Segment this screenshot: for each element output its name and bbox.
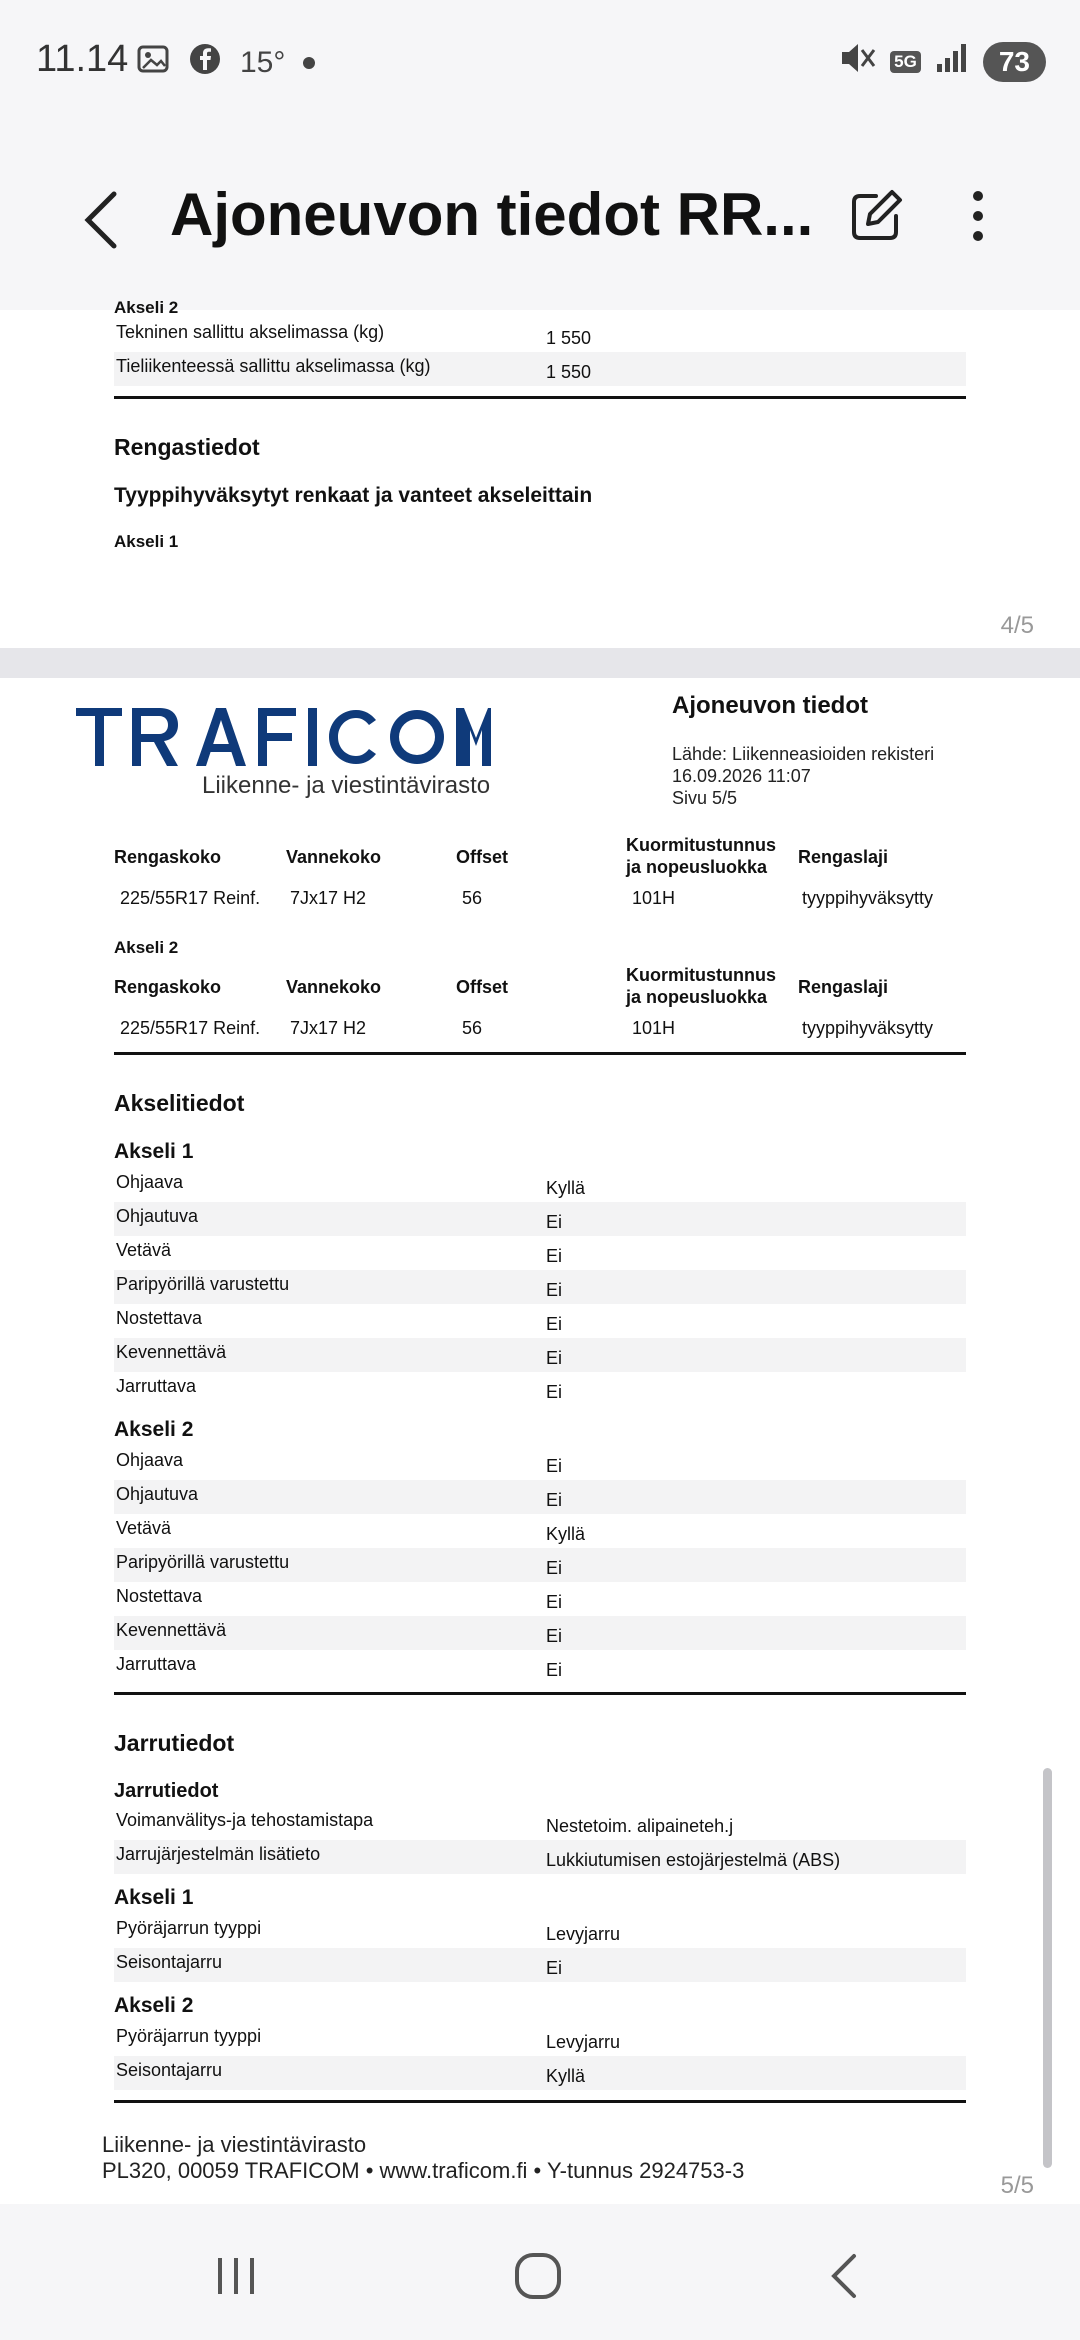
col-header: Offset — [456, 977, 509, 997]
axle-heading: Akseli 1 — [114, 532, 179, 551]
row-label: Voimanvälitys-ja tehostamistapa — [116, 1810, 374, 1830]
divider — [114, 1692, 966, 1695]
col-header: Rengaskoko — [114, 847, 222, 867]
page-number: 5/5 — [1000, 2172, 1034, 2199]
table-row — [114, 1202, 966, 1236]
axle-heading: Akseli 2 — [114, 1994, 194, 2017]
pdf-page-5 — [0, 678, 1080, 2204]
col-header: Rengaskoko — [114, 977, 222, 997]
gallery-icon — [136, 42, 170, 84]
row-value: Ei — [546, 1314, 563, 1334]
table-cell: 101H — [632, 1018, 676, 1038]
table-row — [114, 1446, 966, 1480]
table-cell: 7Jx17 H2 — [290, 1018, 367, 1038]
row-label: Nostettava — [116, 1586, 203, 1606]
pdf-page-4 — [0, 298, 1080, 648]
table-row — [114, 1236, 966, 1270]
axle-heading: Akseli 1 — [114, 1140, 194, 1163]
table-row: Tekninen sallittu akselimassa (kg) 1 550 — [116, 322, 592, 348]
row-label: Ohjautuva — [116, 1206, 199, 1226]
col-header: Kuormitustunnus — [626, 835, 776, 855]
col-header: Rengaslaji — [798, 977, 889, 997]
col-header: Kuormitustunnus — [626, 965, 776, 985]
row-value: Levyjarru — [546, 1924, 621, 1944]
row-label: Nostettava — [116, 1308, 203, 1328]
navigation-bar — [0, 2204, 1080, 2340]
table-row — [114, 1914, 966, 1948]
page-title: Ajoneuvon tiedot RR... — [170, 181, 814, 248]
col-header: Offset — [456, 847, 509, 867]
row-value: Levyjarru — [546, 2032, 621, 2052]
section-title: Jarrutiedot — [114, 1730, 235, 1756]
table-row — [114, 2056, 966, 2090]
table-row — [114, 1270, 966, 1304]
row-value: Ei — [546, 1246, 563, 1266]
table-row — [114, 1840, 966, 1874]
table-row — [114, 1338, 966, 1372]
row-label: Kevennettävä — [116, 1342, 227, 1362]
back-button[interactable] — [78, 190, 128, 250]
table-row: Tieliikenteessä sallittu akselimassa (kg) 1 550 — [114, 352, 966, 386]
axle-heading-partial: Akseli 2 — [114, 298, 179, 317]
table-row — [114, 1806, 966, 1840]
row-value: Ei — [546, 1212, 563, 1232]
table-row — [114, 1548, 966, 1582]
scrollbar[interactable] — [1043, 1768, 1052, 2168]
table-row — [114, 2022, 966, 2056]
row-value: Ei — [546, 1280, 563, 1300]
row-label: Pyöräjarrun tyyppi — [116, 2026, 262, 2046]
table-cell: 56 — [462, 1018, 483, 1038]
row-value: Lukkiutumisen estojärjestelmä (ABS) — [546, 1850, 841, 1870]
row-label: Vetävä — [116, 1240, 172, 1260]
doc-source: Lähde: Liikenneasioiden rekisteri — [672, 744, 935, 764]
table-row — [114, 1582, 966, 1616]
table-row — [114, 1650, 966, 1684]
row-value: Ei — [546, 1348, 563, 1368]
row-label: Kevennettävä — [116, 1620, 227, 1640]
traficom-logo — [76, 708, 491, 768]
axle-heading: Akseli 2 — [114, 1418, 194, 1441]
logo-subtitle: Liikenne- ja viestintävirasto — [202, 772, 491, 799]
row-value: Ei — [546, 1660, 563, 1680]
col-header: ja nopeusluokka — [626, 987, 768, 1007]
doc-page: Sivu 5/5 — [672, 788, 738, 808]
doc-date: 16.09.2026 11:07 — [672, 766, 811, 786]
col-header: Rengaslaji — [798, 847, 889, 867]
mute-icon — [838, 40, 876, 83]
row-label: Vetävä — [116, 1518, 172, 1538]
page-number: 4/5 — [1000, 612, 1034, 639]
row-label: Paripyörillä varustettu — [116, 1552, 290, 1572]
footer-line: Liikenne- ja viestintävirasto — [102, 2132, 367, 2157]
more-vertical-icon — [966, 186, 990, 246]
col-header: Vannekoko — [286, 847, 382, 867]
row-label: Ohjautuva — [116, 1484, 199, 1504]
table-cell: 225/55R17 Reinf. — [120, 888, 261, 908]
table-cell: tyyppihyväksytty — [802, 888, 934, 908]
axle-heading: Akseli 1 — [114, 1886, 194, 1909]
row-label: Ohjaava — [116, 1450, 184, 1470]
table-row — [114, 1304, 966, 1338]
col-header: ja nopeusluokka — [626, 857, 768, 877]
more-options-button[interactable] — [966, 186, 990, 246]
temperature: 15° — [240, 46, 286, 79]
row-label: Ohjaava — [116, 1172, 184, 1192]
home-icon[interactable] — [514, 2252, 562, 2300]
divider — [114, 396, 966, 399]
status-bar — [0, 0, 1080, 120]
clock: 11.14 — [36, 38, 129, 80]
row-value: Ei — [546, 1958, 563, 1978]
row-label: Jarruttava — [116, 1654, 197, 1674]
table-row — [114, 1514, 966, 1548]
col-header: Vannekoko — [286, 977, 382, 997]
table-row — [114, 1168, 966, 1202]
facebook-icon — [188, 42, 222, 84]
section-subtitle: Tyyppihyväksytyt renkaat ja vanteet akseleittain — [114, 484, 593, 507]
divider — [114, 2100, 966, 2103]
table-cell: tyyppihyväksytty — [802, 1018, 934, 1038]
table-row — [114, 1372, 966, 1406]
notification-dot-icon — [303, 57, 315, 69]
divider — [114, 1052, 966, 1055]
row-label: Pyöräjarrun tyyppi — [116, 1918, 262, 1938]
back-nav-icon[interactable] — [826, 2252, 860, 2300]
section-title: Rengastiedot — [114, 434, 260, 460]
row-value: Ei — [546, 1558, 563, 1578]
row-label: Jarruttava — [116, 1376, 197, 1396]
battery-level: 73 — [983, 42, 1046, 82]
table-row — [114, 1480, 966, 1514]
row-value: Ei — [546, 1490, 563, 1510]
row-value: Kyllä — [546, 1178, 586, 1198]
table-cell: 56 — [462, 888, 483, 908]
row-value: Ei — [546, 1456, 563, 1476]
edit-icon — [848, 188, 904, 244]
table-cell: 7Jx17 H2 — [290, 888, 367, 908]
row-value: Nestetoim. alipaineteh.j — [546, 1816, 734, 1836]
edit-button[interactable] — [848, 188, 904, 244]
row-value: Ei — [546, 1626, 563, 1646]
page-separator — [0, 648, 1080, 678]
row-label: Seisontajarru — [116, 1952, 223, 1972]
app-bar — [0, 120, 1080, 310]
row-value: Kyllä — [546, 1524, 586, 1544]
recent-apps-icon[interactable] — [214, 2254, 258, 2298]
network-type: 5G — [890, 51, 921, 73]
subsection-title: Jarrutiedot — [114, 1780, 219, 1802]
section-title: Akselitiedot — [114, 1090, 245, 1116]
table-cell: 101H — [632, 888, 676, 908]
chevron-left-icon — [78, 190, 128, 250]
axle-heading: Akseli 2 — [114, 938, 179, 957]
table-cell: 225/55R17 Reinf. — [120, 1018, 261, 1038]
row-value: Ei — [546, 1382, 563, 1402]
row-label: Paripyörillä varustettu — [116, 1274, 290, 1294]
row-value: Kyllä — [546, 2066, 586, 2086]
row-label: Seisontajarru — [116, 2060, 223, 2080]
row-label: Jarrujärjestelmän lisätieto — [116, 1844, 321, 1864]
row-value: Ei — [546, 1592, 563, 1612]
footer-line: PL320, 00059 TRAFICOM • www.traficom.fi • Y-tunnus 2924753-3 — [102, 2158, 745, 2183]
doc-title: Ajoneuvon tiedot — [672, 692, 868, 719]
table-row — [114, 1616, 966, 1650]
signal-icon — [935, 42, 969, 81]
table-row — [114, 1948, 966, 1982]
